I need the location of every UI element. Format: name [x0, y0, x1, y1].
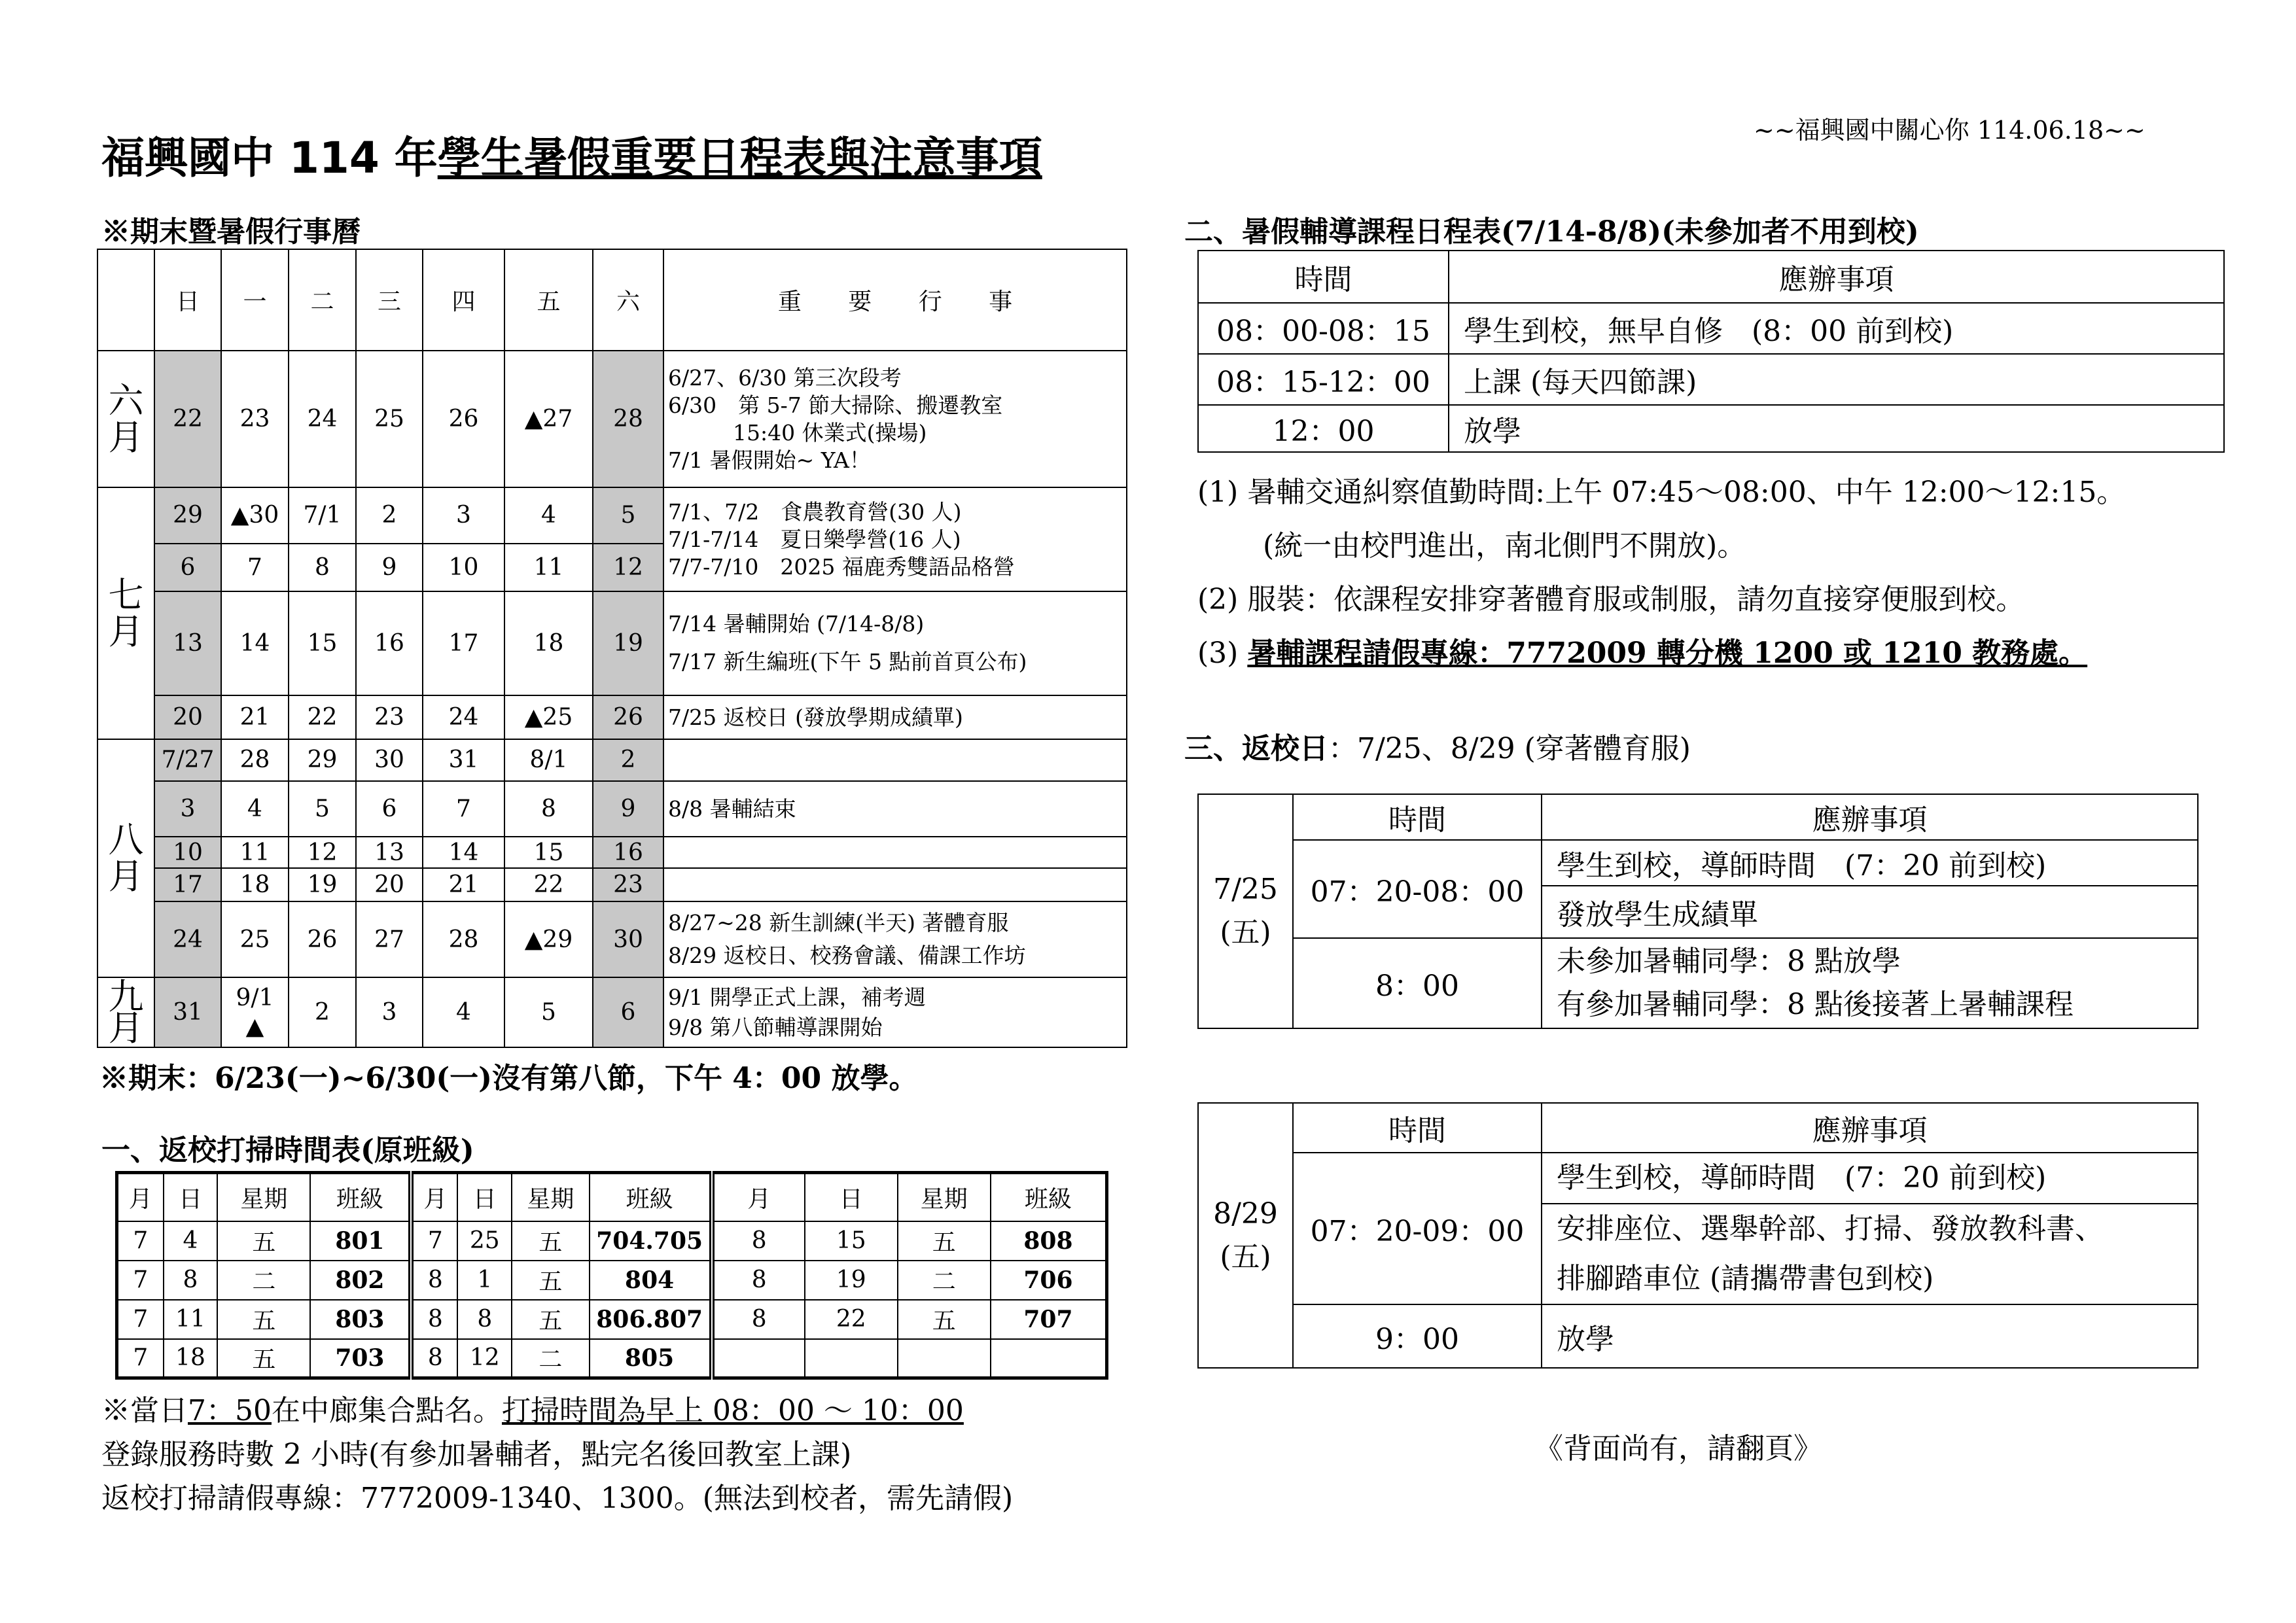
calendar-day: 31 [154, 977, 221, 1047]
return-day-title-b: ：7/25、8/29 (穿著體育服) [1328, 732, 1691, 765]
calendar-day: 26 [423, 351, 504, 487]
event-line: 15:40 休業式(操場) [668, 419, 927, 445]
calendar-day: 29 [289, 739, 356, 781]
cleaning-header: 班級 [310, 1173, 411, 1221]
tagline: ~~福興國中關心你 114.06.18~~ [1754, 116, 2146, 145]
cleaning-header: 班級 [991, 1173, 1107, 1221]
title-main: 學生暑假重要日程表與注意事項 [437, 133, 1042, 183]
calendar-day: 15 [504, 837, 593, 868]
calendar-day: 7/1 [289, 487, 356, 543]
event-line: 7/17 新生編班(下午 5 點前首頁公布) [668, 649, 1027, 675]
cleaning-header: 星期 [898, 1173, 991, 1221]
return-day-title-a: 三、返校日 [1184, 732, 1328, 765]
return-task: 排腳踏車位 (請攜帶書包到校) [1557, 1262, 1934, 1295]
cleaning-note-1d: 打掃時間為早上 08：00 ～ 10：00 [501, 1394, 964, 1427]
calendar-day: 25 [221, 901, 289, 978]
cleaning-cell: 11 [164, 1300, 218, 1339]
cleaning-cell: 18 [164, 1339, 218, 1378]
event-line: 7/1 暑假開始~ YA！ [668, 447, 871, 473]
calendar-day: 10 [154, 837, 221, 868]
calendar-day: 3 [154, 781, 221, 837]
return-header-time: 時間 [1293, 1103, 1542, 1153]
month-label-august: 八 月 [97, 739, 154, 977]
cleaning-section-title: 一、返校打掃時間表(原班級) [101, 1134, 474, 1167]
calendar-day: 11 [504, 544, 593, 591]
cleaning-class: 704.705 [590, 1221, 712, 1261]
calendar-day: 6 [356, 781, 423, 837]
cleaning-cell: 25 [457, 1221, 512, 1261]
calendar-day: 19 [593, 591, 663, 695]
events-july-b [663, 591, 1127, 695]
return-task: 發放學生成績單 [1542, 886, 2198, 938]
tutoring-time: 08：15-12：00 [1198, 354, 1449, 405]
calendar-day: 2 [593, 739, 663, 781]
tutoring-note-1b: (統一由校門進出，南北側門不開放)。 [1263, 529, 1746, 563]
weekday-header: 六 [593, 249, 663, 351]
event-line: 7/1、7/2 食農教育營(30 人) [668, 498, 962, 525]
cleaning-cell: 五 [898, 1221, 991, 1261]
cleaning-class: 802 [310, 1261, 411, 1300]
events-august-b [663, 901, 1127, 978]
calendar-day: 4 [504, 487, 593, 543]
cleaning-cell: 1 [457, 1261, 512, 1300]
calendar-day: 20 [356, 868, 423, 901]
calendar-day: 28 [593, 351, 663, 487]
event-line: 7/14 暑輔開始 (7/14-8/8) [668, 611, 925, 637]
calendar-day: 24 [154, 901, 221, 978]
tutoring-note-3-bold: 暑輔課程請假專線：7772009 轉分機 1200 或 1210 教務處。 [1247, 637, 2088, 670]
return-task: 學生到校，導師時間 (7：20 前到校) [1542, 840, 2198, 886]
return-time: 8：00 [1293, 938, 1542, 1028]
calendar-day: 18 [221, 868, 289, 901]
calendar-day: 6 [593, 977, 663, 1047]
calendar-table [97, 249, 1127, 1048]
cleaning-header: 月 [117, 1173, 164, 1221]
weekday-header: 二 [289, 249, 356, 351]
calendar-day: 9/1 ▲ [221, 977, 289, 1047]
weekday-header: 三 [356, 249, 423, 351]
calendar-day: 26 [593, 695, 663, 739]
title-prefix: 福興國中 114 年 [101, 133, 438, 183]
cleaning-cell [712, 1339, 805, 1378]
tutoring-note-3-prefix: (3) [1197, 637, 1248, 670]
event-line: 8/8 暑輔結束 [668, 795, 796, 822]
event-line: 8/29 返校日、校務會議、備課工作坊 [668, 943, 1026, 968]
calendar-day: 10 [423, 544, 504, 591]
cleaning-cell: 二 [217, 1261, 310, 1300]
return-day-section-title [1184, 725, 1691, 767]
return-day-table-2 [1197, 1102, 2199, 1369]
cleaning-cell: 8 [411, 1339, 457, 1378]
cleaning-cell: 五 [898, 1300, 991, 1339]
cleaning-cell: 7 [117, 1339, 164, 1378]
turn-page-note: 《背面尚有，請翻頁》 [1534, 1432, 1822, 1465]
events-empty [663, 837, 1127, 868]
calendar-day: 28 [423, 901, 504, 978]
calendar-day: 19 [289, 868, 356, 901]
cleaning-note-1b: 7：50 [188, 1394, 272, 1427]
cleaning-header: 月 [411, 1173, 457, 1221]
cleaning-cell: 8 [457, 1300, 512, 1339]
weekday-header: 四 [423, 249, 504, 351]
cleaning-cell [805, 1339, 898, 1378]
cleaning-cell: 五 [217, 1300, 310, 1339]
event-line: 9/1 開學正式上課，補考週 [668, 984, 926, 1010]
calendar-day: 16 [593, 837, 663, 868]
cleaning-header: 日 [164, 1173, 218, 1221]
cleaning-cell: 五 [512, 1300, 589, 1339]
cleaning-header: 星期 [217, 1173, 310, 1221]
tutoring-task: 學生到校，無早自修 (8：00 前到校) [1449, 303, 2224, 354]
cleaning-cell: 15 [805, 1221, 898, 1261]
calendar-day: 4 [221, 781, 289, 837]
cleaning-class: 806.807 [590, 1300, 712, 1339]
tutoring-task: 放學 [1449, 405, 2224, 452]
cleaning-table [115, 1171, 1108, 1380]
events-september [663, 977, 1127, 1047]
cleaning-class: 706 [991, 1261, 1107, 1300]
calendar-day: ▲29 [504, 901, 593, 978]
cleaning-header: 日 [457, 1173, 512, 1221]
cleaning-cell: 8 [411, 1300, 457, 1339]
calendar-day: 25 [356, 351, 423, 487]
return-header-time: 時間 [1293, 794, 1542, 840]
tutoring-section-title: 二、暑假輔導課程日程表(7/14-8/8)(未參加者不用到校) [1184, 215, 1919, 249]
events-august-a [663, 781, 1127, 837]
calendar-day: 2 [289, 977, 356, 1047]
calendar-day: 7 [221, 544, 289, 591]
calendar-day: 22 [504, 868, 593, 901]
events-june [663, 351, 1127, 487]
cleaning-note-1c: 在中廊集合點名。 [271, 1394, 502, 1427]
cleaning-class: 801 [310, 1221, 411, 1261]
cleaning-cell: 二 [898, 1261, 991, 1300]
tutoring-header-time: 時間 [1198, 251, 1449, 303]
tutoring-task: 上課 (每天四節課) [1449, 354, 2224, 405]
cleaning-class: 707 [991, 1300, 1107, 1339]
calendar-day: 9 [593, 781, 663, 837]
calendar-day: 20 [154, 695, 221, 739]
page-title [101, 123, 1042, 185]
cleaning-cell: 五 [217, 1339, 310, 1378]
return-time: 9：00 [1293, 1304, 1542, 1368]
cleaning-cell: 8 [411, 1261, 457, 1300]
calendar-day: 4 [423, 977, 504, 1047]
events-july-a [663, 487, 1127, 591]
return-task: 安排座位、選舉幹部、打掃、發放教科書、 [1557, 1212, 2104, 1246]
calendar-day: 16 [356, 591, 423, 695]
calendar-day: 30 [593, 901, 663, 978]
calendar-day: 5 [289, 781, 356, 837]
events-july-c [663, 695, 1127, 739]
return-task-group [1542, 938, 2198, 1028]
calendar-day: 22 [154, 351, 221, 487]
cleaning-cell: 12 [457, 1339, 512, 1378]
cleaning-note-1a: ※當日 [101, 1394, 188, 1427]
calendar-day: 13 [356, 837, 423, 868]
events-header: 重 要 行 事 [663, 249, 1127, 351]
cleaning-cell: 五 [217, 1221, 310, 1261]
calendar-day: ▲25 [504, 695, 593, 739]
cleaning-cell: 19 [805, 1261, 898, 1300]
calendar-day: ▲27 [504, 351, 593, 487]
cleaning-cell: 8 [712, 1300, 805, 1339]
calendar-footnote: ※期末：6/23(一)~6/30(一)沒有第八節，下午 4：00 放學。 [99, 1062, 918, 1095]
calendar-day: 12 [593, 544, 663, 591]
calendar-day: 29 [154, 487, 221, 543]
return-header-task: 應辦事項 [1542, 794, 2198, 840]
calendar-day: 31 [423, 739, 504, 781]
calendar-day: 12 [289, 837, 356, 868]
cleaning-header: 日 [805, 1173, 898, 1221]
cleaning-cell: 7 [411, 1221, 457, 1261]
tutoring-note-1: (1) 暑輔交通糾察值勤時間:上午 07:45～08:00、中午 12:00～12:15。 [1197, 476, 2126, 509]
event-line: 7/7-7/10 2025 福鹿秀雙語品格營 [668, 553, 1015, 580]
cleaning-cell: 4 [164, 1221, 218, 1261]
calendar-day: 27 [356, 901, 423, 978]
cleaning-cell [898, 1339, 991, 1378]
cleaning-note-2: 登錄服務時數 2 小時(有參加暑輔者，點完名後回教室上課) [101, 1438, 852, 1471]
calendar-day: 11 [221, 837, 289, 868]
events-empty [663, 868, 1127, 901]
event-line: 9/8 第八節輔導課開始 [668, 1014, 883, 1040]
cleaning-cell: 二 [512, 1339, 589, 1378]
calendar-day: 8/1 [504, 739, 593, 781]
return-day-table-1 [1197, 794, 2199, 1029]
calendar-day: 23 [593, 868, 663, 901]
calendar-day: 30 [356, 739, 423, 781]
return-task: 未參加暑輔同學：8 點放學 [1557, 945, 1901, 978]
calendar-day: 23 [221, 351, 289, 487]
weekday-header: 五 [504, 249, 593, 351]
cleaning-cell: 7 [117, 1261, 164, 1300]
calendar-day: 3 [423, 487, 504, 543]
event-line: 7/1-7/14 夏日樂學營(16 人) [668, 526, 961, 552]
cleaning-cell: 7 [117, 1221, 164, 1261]
cleaning-cell: 8 [164, 1261, 218, 1300]
tutoring-header-task: 應辦事項 [1449, 251, 2224, 303]
event-line: 8/27~28 新生訓練(半天) 著體育服 [668, 910, 1009, 935]
cleaning-cell: 22 [805, 1300, 898, 1339]
calendar-day: 14 [423, 837, 504, 868]
event-line: 6/30 第 5-7 節大掃除、搬遷教室 [668, 392, 1003, 418]
tutoring-time: 08：00-08：15 [1198, 303, 1449, 354]
calendar-day: 5 [504, 977, 593, 1047]
calendar-day: ▲30 [221, 487, 289, 543]
tutoring-note-2: (2) 服裝：依課程安排穿著體育服或制服，請勿直接穿便服到校。 [1197, 583, 2025, 616]
cleaning-cell: 7 [117, 1300, 164, 1339]
event-line: 7/25 返校日 (發放學期成績單) [668, 704, 963, 730]
calendar-day: 24 [289, 351, 356, 487]
cleaning-cell: 8 [712, 1261, 805, 1300]
month-label-july: 七 月 [97, 487, 154, 739]
calendar-day: 21 [423, 868, 504, 901]
calendar-section-title: ※期末暨暑假行事曆 [101, 215, 361, 249]
cleaning-header: 班級 [590, 1173, 712, 1221]
cleaning-header: 星期 [512, 1173, 589, 1221]
return-task: 放學 [1542, 1304, 2198, 1368]
cleaning-header: 月 [712, 1173, 805, 1221]
events-empty [663, 739, 1127, 781]
calendar-day: 8 [504, 781, 593, 837]
return-task: 學生到校，導師時間 (7：20 前到校) [1542, 1153, 2197, 1204]
return-header-task: 應辦事項 [1542, 1103, 2198, 1153]
calendar-day: 6 [154, 544, 221, 591]
calendar-day: 2 [356, 487, 423, 543]
calendar-day: 17 [154, 868, 221, 901]
cleaning-cell: 五 [512, 1221, 589, 1261]
return-date: 7/25 (五) [1198, 794, 1293, 1028]
calendar-day: 17 [423, 591, 504, 695]
return-task-group [1542, 1153, 2198, 1304]
calendar-day: 22 [289, 695, 356, 739]
month-label-september: 九 月 [97, 977, 154, 1047]
calendar-day: 8 [289, 544, 356, 591]
calendar-corner [97, 249, 154, 351]
cleaning-class: 804 [590, 1261, 712, 1300]
cleaning-class: 808 [991, 1221, 1107, 1261]
calendar-day: 9 [356, 544, 423, 591]
calendar-day: 28 [221, 739, 289, 781]
event-line: 6/27、6/30 第三次段考 [668, 364, 902, 391]
tutoring-time: 12：00 [1198, 405, 1449, 452]
calendar-day: 5 [593, 487, 663, 543]
tutoring-table [1197, 250, 2225, 453]
calendar-day: 15 [289, 591, 356, 695]
cleaning-class: 803 [310, 1300, 411, 1339]
cleaning-cell: 五 [512, 1261, 589, 1300]
calendar-day: 18 [504, 591, 593, 695]
calendar-day: 26 [289, 901, 356, 978]
cleaning-note-3: 返校打掃請假專線：7772009-1340、1300。(無法到校者，需先請假) [101, 1482, 1014, 1515]
cleaning-class: 703 [310, 1339, 411, 1378]
calendar-day: 21 [221, 695, 289, 739]
calendar-day: 7/27 [154, 739, 221, 781]
return-task: 有參加暑輔同學：8 點後接著上暑輔課程 [1557, 988, 2074, 1021]
return-time: 07：20-09：00 [1293, 1153, 1542, 1304]
return-date: 8/29 (五) [1198, 1103, 1293, 1368]
month-label-june: 六 月 [97, 351, 154, 487]
return-time: 07：20-08：00 [1293, 840, 1542, 938]
calendar-day: 23 [356, 695, 423, 739]
cleaning-class: 805 [590, 1339, 712, 1378]
calendar-day: 14 [221, 591, 289, 695]
calendar-day: 3 [356, 977, 423, 1047]
cleaning-note-1 [101, 1387, 964, 1429]
cleaning-class [991, 1339, 1107, 1378]
calendar-day: 13 [154, 591, 221, 695]
calendar-day: 7 [423, 781, 504, 837]
weekday-header: 一 [221, 249, 289, 351]
calendar-day: 24 [423, 695, 504, 739]
weekday-header: 日 [154, 249, 221, 351]
cleaning-cell: 8 [712, 1221, 805, 1261]
tutoring-note-3 [1197, 629, 2087, 671]
